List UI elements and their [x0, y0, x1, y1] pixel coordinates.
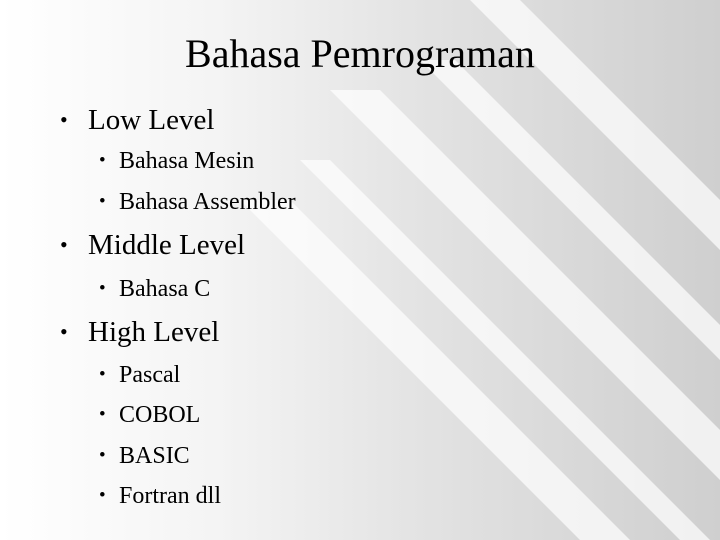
bullet: • [99, 485, 106, 506]
list-item-label: Middle Level [88, 229, 246, 261]
list-item-label: High Level [88, 316, 220, 348]
bullet: • [99, 278, 106, 299]
list-item-label: COBOL [119, 402, 201, 428]
list-item-label: Bahasa C [119, 276, 211, 302]
bullet: • [99, 404, 106, 425]
bullet: • [99, 445, 106, 466]
bullet: • [99, 364, 106, 385]
list-item-label: Bahasa Assembler [119, 189, 296, 215]
list-item-label: Pascal [119, 362, 181, 388]
slide-title: Bahasa Pemrograman [185, 31, 535, 76]
list-item-label: Low Level [88, 104, 215, 136]
list-item-label: BASIC [119, 443, 190, 469]
bullet: • [60, 107, 68, 132]
list-item-label: Bahasa Mesin [119, 148, 255, 174]
bullet: • [60, 319, 68, 344]
bullet: • [99, 150, 106, 171]
bullet: • [60, 232, 68, 257]
list-item-label: Fortran dll [119, 483, 221, 509]
bullet: • [99, 191, 106, 212]
